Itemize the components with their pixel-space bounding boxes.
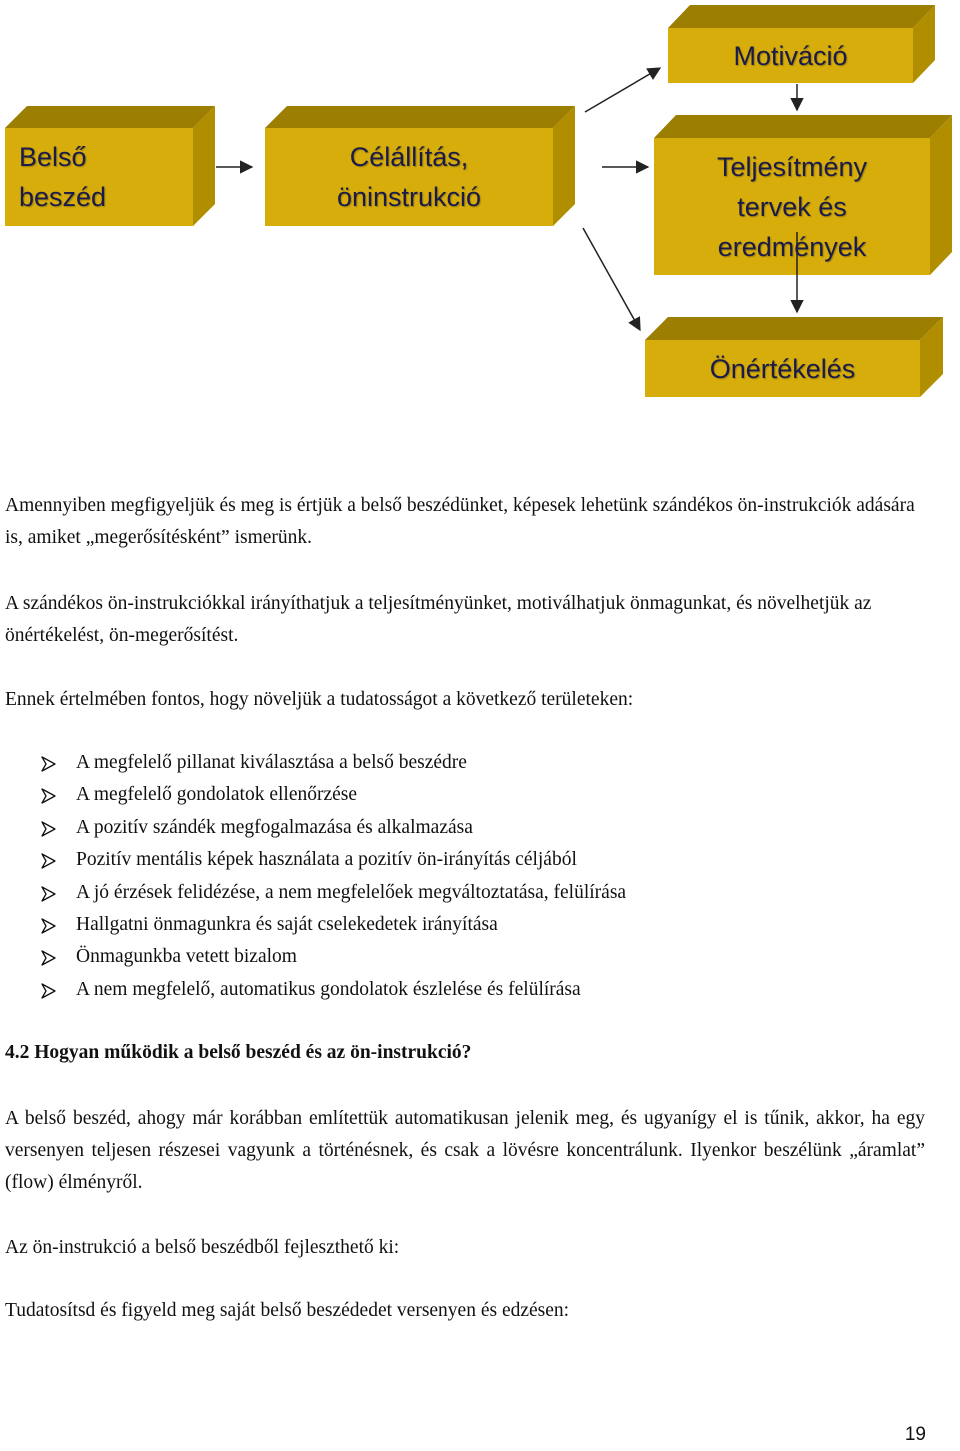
- arrowhead-bullet-icon: [40, 756, 56, 772]
- box-onertekeles: [645, 317, 943, 397]
- label-line: Önértékelés: [709, 353, 856, 384]
- arrow-celallitas-to-onertekeles: [583, 228, 640, 330]
- label-line: Belső: [19, 142, 87, 172]
- section-heading: 4.2 Hogyan működik a belső beszéd és az ön-instrukció?: [5, 1042, 472, 1063]
- box-teljesitmeny: [654, 115, 952, 275]
- bullet-list: [40, 747, 920, 1006]
- list-item: [40, 941, 920, 973]
- arrowhead-bullet-icon: [40, 788, 56, 804]
- label-line: beszéd: [19, 182, 107, 212]
- label-line: Célállítás,: [349, 142, 469, 172]
- list-item: [40, 747, 920, 779]
- list-item: [40, 974, 920, 1006]
- box-motivacio: [668, 5, 935, 83]
- arrowhead-bullet-icon: [40, 886, 56, 902]
- list-item: [40, 779, 920, 811]
- list-item-text: A pozitív szándék megfogalmazása és alkalmazása: [76, 816, 473, 838]
- list-item-text: Önmagunkba vetett bizalom: [76, 946, 297, 968]
- list-item-text: Hallgatni önmagunkra és saját cselekedetek irányítása: [76, 914, 498, 936]
- list-item: [40, 909, 920, 941]
- list-item: [40, 812, 920, 844]
- paragraph-1: Amennyiben megfigyeljük és meg is értjük a belső beszédünket, képesek lehetünk szándékos ön-instrukciók adására is, amiket „megerősítésként” ismerünk.: [5, 495, 915, 548]
- page-number: 19: [904, 1424, 926, 1445]
- list-item-text: A megfelelő pillanat kiválasztása a belső beszédre: [76, 752, 467, 773]
- list-item: [40, 844, 920, 876]
- arrowhead-bullet-icon: [40, 853, 56, 869]
- flow-diagram: [0, 0, 960, 420]
- list-item-text: A megfelelő gondolatok ellenőrzése: [76, 784, 358, 806]
- list-item: [40, 877, 920, 909]
- paragraph-2: A szándékos ön-instrukciókkal irányíthatjuk a teljesítményünket, motiválhatjuk önmagunkat, és növelhetjük az önértékelést, ön-megerősítést.: [5, 593, 872, 646]
- paragraph-3: Ennek értelmében fontos, hogy növeljük a tudatosságot a következő területeken:: [5, 689, 634, 710]
- label-line: tervek és: [737, 191, 847, 222]
- arrow-celallitas-to-motivacio: [585, 68, 660, 112]
- label-line: Teljesítmény: [716, 151, 868, 182]
- list-item-text: Pozitív mentális képek használata a pozitív ön-irányítás céljából: [76, 849, 577, 871]
- list-item-text: A nem megfelelő, automatikus gondolatok észlelése és felülírása: [76, 978, 581, 1000]
- label-line: Motiváció: [733, 40, 848, 71]
- paragraph-4: A belső beszéd, ahogy már korábban említettük automatikusan jelenik meg, és ugyanígy el is tűnik, akkor, ha egy versenyen teljesen részesei vagyunk a történésnek, és csak a lövésre koncentrálunk. Ilyenkor beszélünk „áramlat” (flow) élményről.: [5, 1108, 925, 1193]
- arrowhead-bullet-icon: [40, 983, 56, 999]
- list-item-text: A jó érzések felidézése, a nem megfelelőek megváltoztatása, felülírása: [76, 881, 627, 903]
- paragraph-6: Tudatosítsd és figyeld meg saját belső beszédedet versenyen és edzésen:: [5, 1300, 570, 1321]
- arrowhead-bullet-icon: [40, 821, 56, 837]
- box-celallitas: [265, 106, 575, 226]
- label-line: eredmények: [717, 231, 867, 262]
- box-belso-beszed: [5, 106, 215, 226]
- diagram-shapes: [0, 0, 960, 420]
- arrowhead-bullet-icon: [40, 918, 56, 934]
- paragraph-5: Az ön-instrukció a belső beszédből fejleszthető ki:: [5, 1237, 400, 1258]
- label-line: öninstrukció: [336, 182, 482, 212]
- arrowhead-bullet-icon: [40, 950, 56, 966]
